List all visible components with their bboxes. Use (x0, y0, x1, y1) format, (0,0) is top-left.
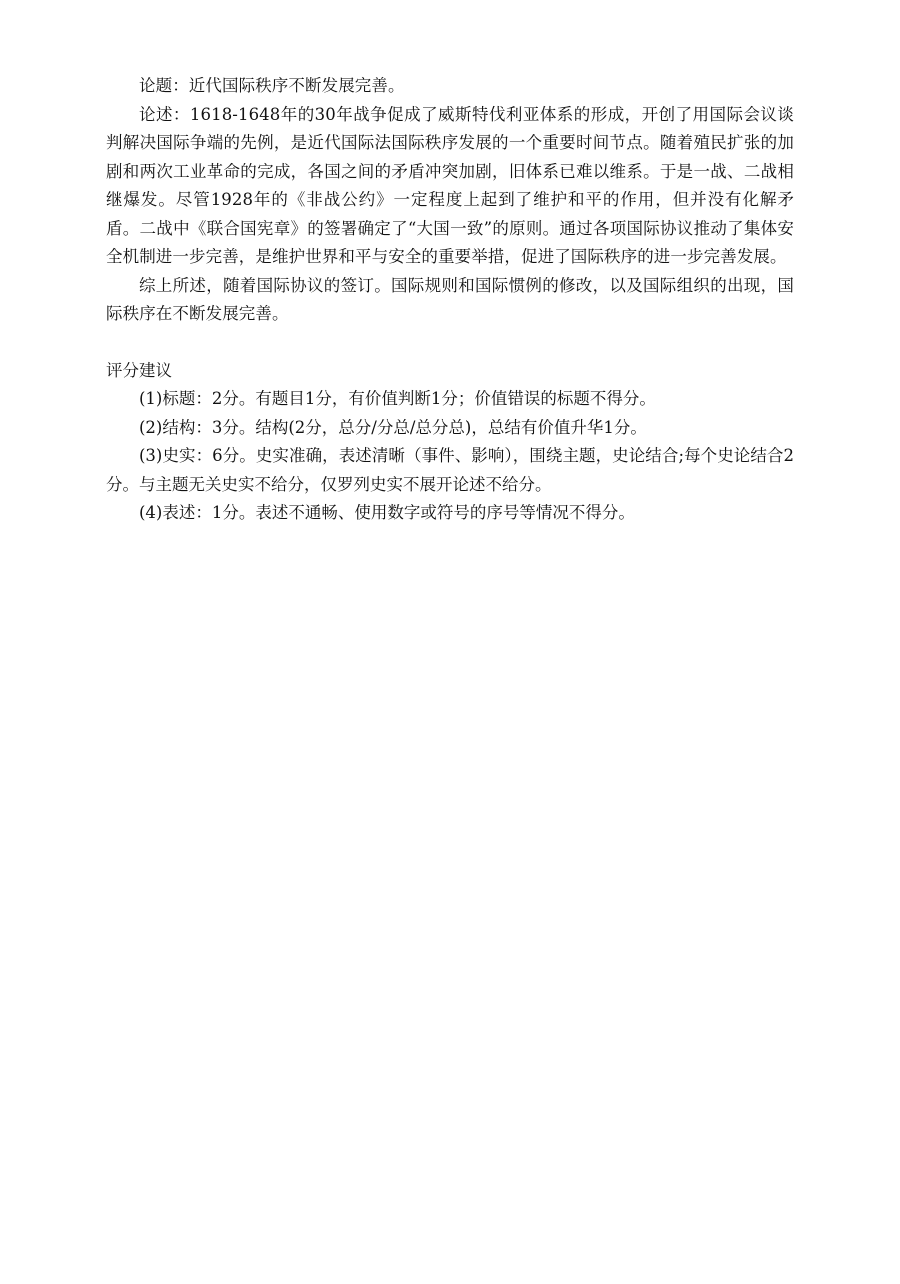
conclusion-paragraph: 综上所述，随着国际协议的签订。国际规则和国际惯例的修改，以及国际组织的出现，国际秩序在不断发展完善。 (106, 275, 794, 323)
scoring-title: 评分建议 (106, 360, 172, 380)
scoring-item-facts: (3)史实：6分。史实准确，表述清晰（事件、影响），围绕主题，史论结合;每个史论结合2分。与主题无关史实不给分，仅罗列史实不展开论述不给分。 (106, 446, 794, 494)
scoring-item-title: (1)标题：2分。有题目1分，有价值判断1分；价值错误的标题不得分。 (139, 389, 656, 408)
document-page (106, 72, 794, 528)
scoring-item-expression: (4)表述：1分。表述不通畅、使用数字或符号的序号等情况不得分。 (139, 503, 635, 522)
argument-paragraph: 论述：1618-1648年的30年战争促成了威斯特伐利亚体系的形成，开创了用国际会议谈判解决国际争端的先例，是近代国际法国际秩序发展的一个重要时间节点。随着殖民扩张的加剧和两次工业革命的完成，各国之间的矛盾冲突加剧，旧体系已难以维系。于是一战、二战相继爆发。尽管1928年的《非战公约》一定程度上起到了维护和平的作用，但并没有化解矛盾。二战中《联合国宪章》的签署确定了“大国一致”的原则。通过各项国际协议推动了集体安全机制进一步完善，是维护世界和平与安全的重要举措，促进了国际秩序的进一步完善发展。 (106, 104, 794, 266)
thesis-paragraph: 论题：近代国际秩序不断发展完善。 (139, 76, 405, 95)
scoring-item-structure: (2)结构：3分。结构(2分，总分/分总/总分总)，总结有价值升华1分。 (139, 417, 647, 437)
